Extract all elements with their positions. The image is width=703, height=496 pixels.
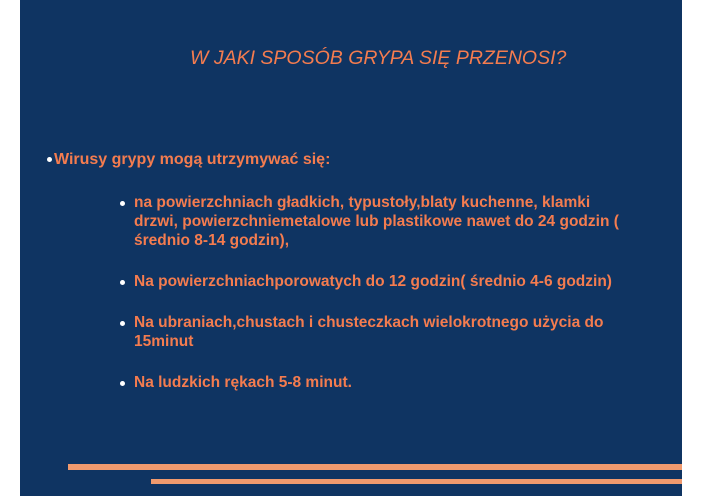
bullet-text: Na powierzchniachporowatych do 12 godzin( średnio 4-6 godzin): [134, 273, 612, 290]
bullet-dot-icon: [120, 381, 125, 386]
slide-title: W JAKI SPOSÓB GRYPA SIĘ PRZENOSI?: [190, 47, 567, 69]
decorative-bar-top: [68, 464, 682, 470]
bullet-dot-icon: [47, 157, 52, 162]
bullet-dot-icon: [120, 201, 125, 206]
bullet-item: [120, 313, 630, 351]
bullet-item: [120, 272, 630, 291]
bullet-text: Na ubraniach,chustach i chusteczkach wielokrotnego użycia do 15minut: [134, 314, 604, 350]
bullet-list: [120, 193, 630, 414]
bullet-item: [120, 193, 630, 250]
bullet-text: na powierzchniach gładkich, typustoły,blaty kuchenne, klamki drzwi, powierzchniemetalowe lub plastikowe nawet do 24 godzin ( średnio 8-14 godzin),: [134, 194, 619, 249]
bullet-text: Na ludzkich rękach 5-8 minut.: [134, 374, 352, 391]
decorative-bar-bottom: [151, 479, 682, 484]
intro-text: Wirusy grypy mogą utrzymywać się:: [54, 151, 331, 168]
bullet-dot-icon: [120, 321, 125, 326]
bullet-item: [120, 373, 630, 392]
intro-line: [47, 151, 330, 169]
bullet-dot-icon: [120, 280, 125, 285]
